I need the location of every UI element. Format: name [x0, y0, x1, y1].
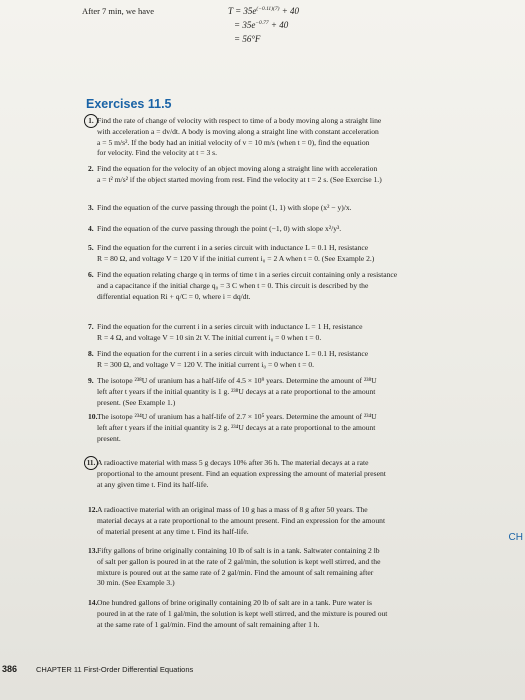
exercise-14 — [88, 598, 508, 630]
exercise-text — [97, 243, 508, 265]
exercise-6 — [88, 270, 508, 302]
exercise-line: 30 min. (See Example 3.) — [97, 578, 175, 588]
exercise-3 — [88, 203, 508, 214]
exercise-line: Find the equation of the curve passing through the point (1, 1) with slope (x² − y)/x. — [97, 203, 352, 212]
exercise-line: Find the equation for the current i in a series circuit with inductance L = 1 H, resistance — [97, 322, 363, 331]
exercise-8 — [88, 349, 508, 371]
exercise-4 — [88, 224, 508, 235]
exercise-line: differential equation Ri + q/C = 0, where i = dq/dt. — [97, 291, 251, 301]
exercise-line: for velocity. Find the velocity at t = 3 s. — [97, 148, 217, 158]
exercise-number: 3. — [88, 203, 94, 212]
exercise-12 — [88, 505, 508, 537]
exercise-line: Find the equation for the velocity of an object moving along a straight line with acceleration — [97, 164, 378, 173]
exercise-line: Find the equation for the current i in a series circuit with inductance L = 0.1 H, resistance — [97, 243, 369, 252]
facing-page-edge-text: CH — [508, 532, 523, 543]
exercise-number: 2. — [88, 164, 94, 173]
exercise-line: Find the equation for the current i in a series circuit with inductance L = 0.1 H, resistance — [97, 349, 369, 358]
chapter-title: CHAPTER 11 First-Order Differential Equations — [36, 665, 194, 674]
exercise-line: mixture is poured out at the same rate of 2 gal/min. Find the amount of salt remaining after — [97, 567, 374, 577]
exercise-line: R = 80 Ω, and voltage V = 120 V if the initial current i₀ = 2 A when t = 0. (See Example 2.) — [97, 253, 375, 263]
exercise-number: 7. — [88, 322, 94, 331]
exercise-line: Find the equation relating charge q in terms of time t in a series circuit containing only a resistance — [97, 270, 398, 279]
exercise-line: present. (See Example 1.) — [97, 397, 176, 407]
exercise-text — [97, 505, 508, 537]
exercise-text — [97, 349, 508, 371]
exercise-text — [97, 224, 508, 235]
exercise-line: at the same rate of 1 gal/min. Find the amount of salt remaining after 1 h. — [97, 619, 320, 629]
exercise-number: 4. — [88, 224, 94, 233]
exercise-line: R = 4 Ω, and voltage V = 10 sin 2t V. The initial current i₀ = 0 when t = 0. — [97, 332, 322, 342]
equation-line-3: = 56°F — [234, 34, 261, 44]
exercise-text — [97, 322, 508, 344]
exercise-10 — [88, 412, 508, 444]
exercise-text — [97, 376, 508, 408]
exercise-line: of salt per gallon is poured in at the rate of 2 gal/min, the solution is kept well stirred, and the — [97, 556, 381, 566]
exercise-number: 6. — [88, 270, 94, 279]
exercise-text — [97, 203, 508, 214]
exercise-number: 10. — [88, 412, 98, 421]
exercise-text — [97, 412, 508, 444]
exercise-line: with acceleration a = dv/dt. A body is moving along a straight line with constant acceleration — [97, 126, 379, 136]
exercise-line: material decays at a rate proportional to the amount present. Find an expression for the amount — [97, 515, 386, 525]
exercise-7 — [88, 322, 508, 344]
equation-line-2: = $35e^{-0.77} + 40$ — [234, 20, 289, 30]
exercise-text — [97, 164, 508, 186]
exercise-line: left after t years if the initial quantity is 1 g. ²³⁸U decays at a rate proportional to the amount — [97, 386, 376, 396]
exercise-number: 8. — [88, 349, 94, 358]
exercise-line: of material present at any time t. Find its half-life. — [97, 526, 249, 536]
exercise-line: and a capacitance if the initial charge q₀ = 3 C when t = 0. This circuit is described by the — [97, 280, 369, 290]
exercise-number: 12. — [88, 505, 98, 514]
exercise-text — [97, 116, 508, 159]
exercise-2 — [88, 164, 508, 186]
exercise-line: poured in at the rate of 1 gal/min, the solution is kept well stirred, and the mixture is poured out — [97, 608, 388, 618]
exercise-line: a = 5 m/s². If the body had an initial velocity of v = 10 m/s (when t = 0), find the equation — [97, 137, 370, 147]
exercise-line: A radioactive material with an original mass of 10 g has a mass of 8 g after 50 years. The — [97, 505, 368, 514]
exercise-line: The isotope ²³⁴U of uranium has a half-life of 2.7 × 10⁵ years. Determine the amount of ²³⁴U — [97, 412, 377, 421]
exercise-11 — [88, 458, 508, 490]
exercise-9 — [88, 376, 508, 408]
exercise-1 — [88, 116, 508, 159]
exercise-line: present. — [97, 433, 121, 443]
exercise-line: The isotope ²³⁸U of uranium has a half-life of 4.5 × 10⁹ years. Determine the amount of ²³⁸U — [97, 376, 377, 385]
exercise-line: Fifty gallons of brine originally containing 10 lb of salt is in a tank. Saltwater containing 2 lb — [97, 546, 380, 555]
exercise-line: a = t² m/s² if the object started moving from rest. Find the velocity at t = 2 s. (See Exercise 1.) — [97, 174, 382, 184]
exercise-text — [97, 458, 508, 490]
equation-line-1: $T = 35e^{(-0.11)(7)} + 40$ — [228, 6, 300, 16]
exercise-line: proportional to the amount present. Find an equation expressing the amount of material present — [97, 468, 386, 478]
exercise-text — [97, 546, 508, 589]
exercise-line: left after t years if the initial quantity is 2 g. ²³⁴U decays at a rate proportional to the amount — [97, 422, 376, 432]
page-number: 386 — [2, 664, 18, 674]
exercise-number: 5. — [88, 243, 94, 252]
exercise-5 — [88, 243, 508, 265]
exercise-line: at any given time t. Find its half-life. — [97, 479, 209, 489]
exercise-number: 13. — [88, 546, 98, 555]
exercise-text — [97, 598, 508, 630]
exercise-number: 1. — [84, 114, 98, 128]
exercise-number: 14. — [88, 598, 98, 607]
exercise-line: Find the rate of change of velocity with respect to time of a body moving along a straight line — [97, 116, 382, 125]
exercise-line: Find the equation of the curve passing through the point (−1, 0) with slope x²/y³. — [97, 224, 342, 233]
intro-text: After 7 min, we have — [82, 6, 154, 16]
exercise-text — [97, 270, 508, 302]
section-heading: Exercises 11.5 — [86, 97, 172, 111]
exercise-13 — [88, 546, 508, 589]
exercise-number: 11. — [84, 456, 98, 470]
exercise-line: One hundred gallons of brine originally containing 20 lb of salt are in a tank. Pure water is — [97, 598, 372, 607]
exercise-line: A radioactive material with mass 5 g decays 10% after 36 h. The material decays at a rate — [97, 458, 369, 467]
exercise-line: R = 300 Ω, and voltage V = 120 V. The initial current i₀ = 0 when t = 0. — [97, 359, 315, 369]
exercise-number: 9. — [88, 376, 94, 385]
